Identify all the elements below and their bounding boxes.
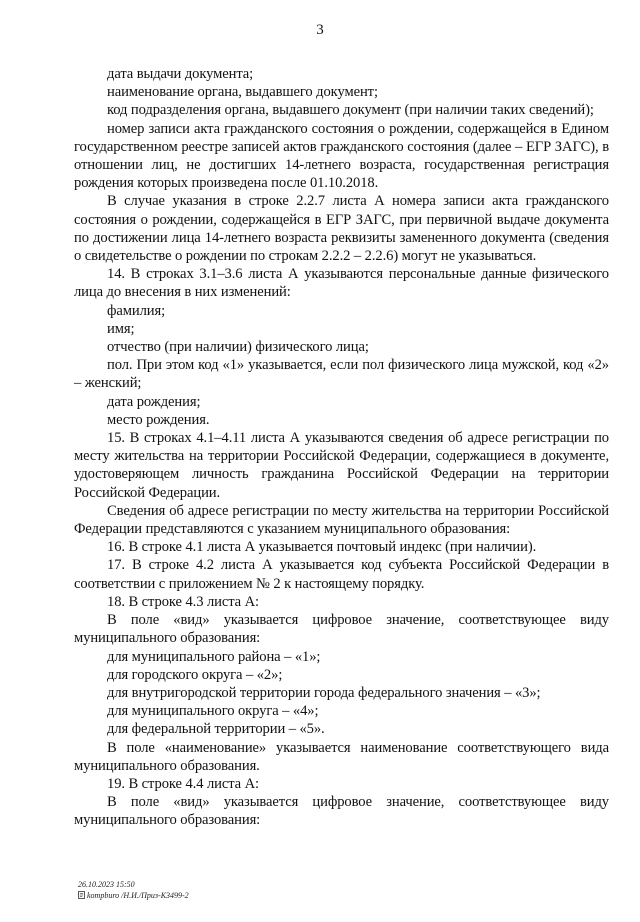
footer-file-path: kompburo /Н.И./Приз-К3499-2 <box>87 891 189 900</box>
document-footer <box>78 879 189 901</box>
list-item-birth-date: дата рождения; <box>107 393 201 410</box>
paragraph-item-15: 15. В строках 4.1–4.11 листа А указываются сведения об адресе регистрации по месту жительства на территории Российской Федерации, содержащиеся в документе, удостоверяющем личность гражданина Российской Федерации на территории Российской Федерации. <box>74 430 609 501</box>
paragraph-issuing-authority: наименование органа, выдавшего документ; <box>107 84 378 101</box>
paragraph-item-16: 16. В строке 4.1 листа А указывается почтовый индекс (при наличии). <box>107 539 537 556</box>
list-item-intracity-territory: для внутригородской территории города федерального значения – «3»; <box>107 684 541 701</box>
paragraph-field-name: В поле «наименование» указывается наименование соответствующего вида муниципального образования. <box>74 739 609 774</box>
file-icon <box>78 891 85 899</box>
paragraph-address-municipality: Сведения об адресе регистрации по месту жительства на территории Российской Федерации представляются с указанием муниципального образования: <box>74 502 609 538</box>
paragraph-item-17: 17. В строке 4.2 листа А указывается код субъекта Российской Федерации в соответствии с приложением № 2 к настоящему порядку. <box>74 557 609 592</box>
list-item-birth-place: место рождения. <box>107 411 210 428</box>
list-item-municipal-okrug: для муниципального округа – «4»; <box>107 703 319 720</box>
list-item-sex: пол. При этом код «1» указывается, если пол физического лица мужской, код «2» – женский; <box>74 357 609 392</box>
list-item-name: имя; <box>107 320 135 337</box>
paragraph-item-19: 19. В строке 4.4 листа А: <box>107 775 259 792</box>
paragraph-division-code: код подразделения органа, выдавшего документ (при наличии таких сведений); <box>107 102 594 119</box>
document-body <box>74 65 609 830</box>
list-item-surname: фамилия; <box>107 302 166 319</box>
list-item-patronymic: отчество (при наличии) физического лица; <box>107 339 369 356</box>
footer-file-line <box>78 890 189 901</box>
list-item-urban-district: для городского округа – «2»; <box>107 666 283 683</box>
paragraph-replaced-document-note: В случае указания в строке 2.2.7 листа А номера записи акта гражданского состояния о рождении, содержащейся в ЕГР ЗАГС, при первичной выдаче документа по достижении лица 14-летнего возраста реквизиты замененного документа (сведения о свидетельстве о рождении по строкам 2.2.2 – 2.2.6) могут не указываться. <box>74 193 609 265</box>
page-number: 3 <box>316 22 324 38</box>
paragraph-field-kind: В поле «вид» указывается цифровое значение, соответствующее виду муниципального образования: <box>74 612 609 647</box>
paragraph-field-kind-19: В поле «вид» указывается цифровое значение, соответствующее виду муниципального образования: <box>74 794 609 829</box>
list-item-federal-territory: для федеральной территории – «5». <box>107 721 325 738</box>
list-item-municipal-district: для муниципального района – «1»; <box>107 648 321 665</box>
footer-timestamp: 26.10.2023 15:50 <box>78 880 135 889</box>
paragraph-civil-record-number: номер записи акта гражданского состояния о рождении, содержащейся в Едином государственном реестре записей актов гражданского состояния (далее – ЕГР ЗАГС), в отношении лиц, не достигших 14-летнего возраста, государственная регистрация рождения которых произведена после 01.10.2018. <box>74 120 609 192</box>
paragraph-item-18: 18. В строке 4.3 листа А: <box>107 593 259 610</box>
paragraph-item-14: 14. В строках 3.1–3.6 листа А указываются персональные данные физического лица до внесения в них изменений: <box>74 266 609 301</box>
paragraph-issue-date: дата выдачи документа; <box>107 66 254 82</box>
